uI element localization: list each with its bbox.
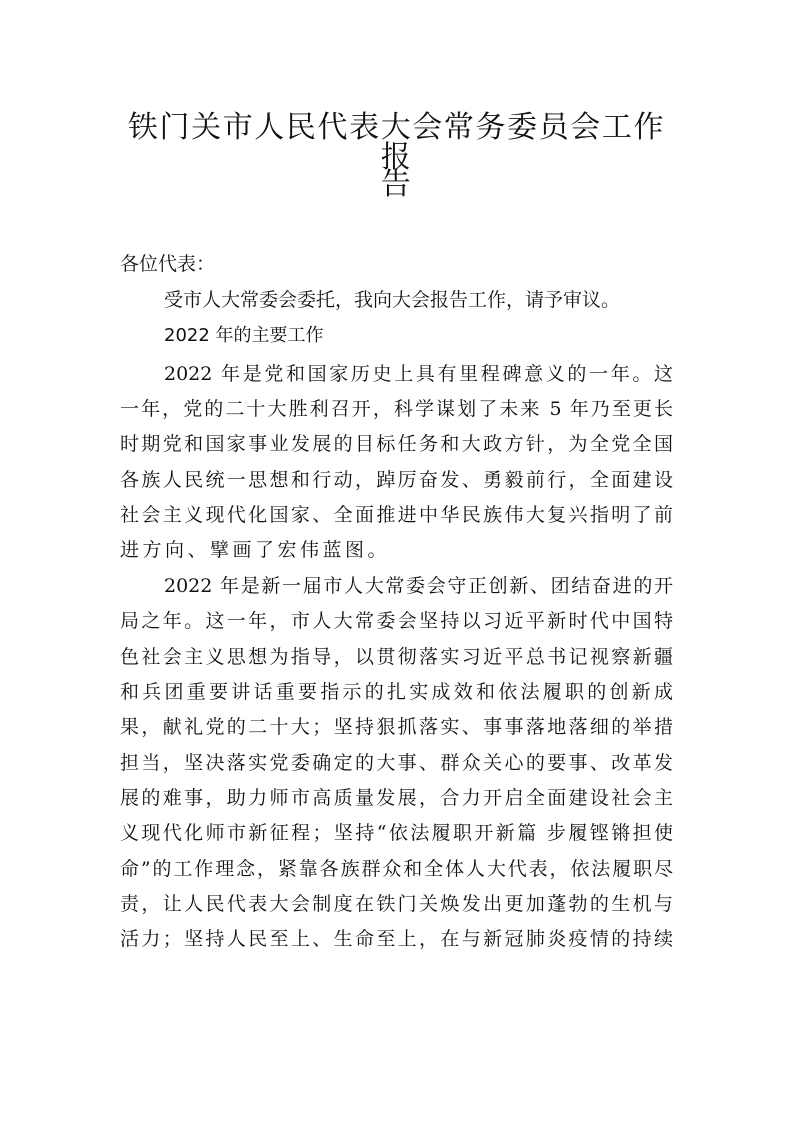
salutation: 各位代表： bbox=[120, 253, 216, 275]
paragraph-2-line: 局之年。这一年，市人大常委会坚持以习近平新时代中国特 bbox=[120, 610, 673, 632]
paragraph-2-line: 担当，坚决落实党委确定的大事、群众关心的要事、改革发 bbox=[120, 752, 673, 774]
paragraph-2-line: 2022 年是新一届市人大常委会守正创新、团结奋进的开 bbox=[164, 575, 673, 597]
paragraph-2-line: 果，献礼党的二十大；坚持狠抓落实、事事落地落细的举措 bbox=[120, 716, 673, 738]
paragraph-2-line: 活力；坚持人民至上、生命至上，在与新冠肺炎疫情的持续 bbox=[120, 928, 673, 950]
paragraph-2-line: 命”的工作理念，紧靠各族群众和全体人大代表，依法履职尽 bbox=[120, 858, 673, 880]
paragraph-1-line: 各族人民统一思想和行动，踔厉奋发、勇毅前行，全面建设 bbox=[120, 469, 673, 491]
paragraph-2-line: 色社会主义思想为指导，以贯彻落实习近平总书记视察新疆 bbox=[120, 646, 673, 668]
paragraph-1-line: 时期党和国家事业发展的目标任务和大政方针，为全党全国 bbox=[120, 433, 673, 455]
paragraph-2-line: 责，让人民代表大会制度在铁门关焕发出更加蓬勃的生机与 bbox=[120, 893, 673, 915]
document-title-line-2: 告 bbox=[380, 167, 413, 202]
intro-text: 受市人大常委会委托，我向大会报告工作，请予审议。 bbox=[164, 289, 621, 311]
paragraph-2-line: 展的难事，助力师市高质量发展，合力开启全面建设社会主 bbox=[120, 787, 673, 809]
paragraph-2-line: 义现代化师市新征程；坚持“依法履职开新篇 步履铿锵担使 bbox=[120, 822, 673, 844]
paragraph-1-line: 进方向、擘画了宏伟蓝图。 bbox=[120, 539, 391, 561]
paragraph-1-line: 一年，党的二十大胜利召开，科学谋划了未来 5 年乃至更长 bbox=[120, 398, 673, 420]
paragraph-1-line: 2022 年是党和国家历史上具有里程碑意义的一年。这 bbox=[164, 363, 673, 385]
paragraph-2-line: 和兵团重要讲话重要指示的扎实成效和依法履职的创新成 bbox=[120, 681, 673, 703]
document-title-line-1: 铁门关市人民代表大会常务委员会工作报 bbox=[127, 110, 666, 175]
section-heading: 2022 年的主要工作 bbox=[164, 325, 324, 346]
paragraph-1-line: 社会主义现代化国家、全面推进中华民族伟大复兴指明了前 bbox=[120, 504, 673, 526]
